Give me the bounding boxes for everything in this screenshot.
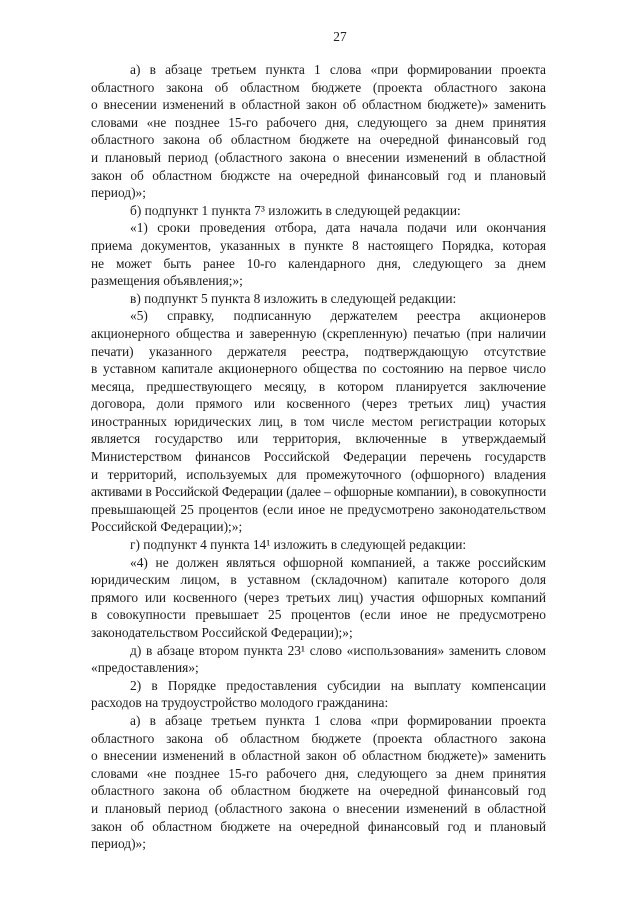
paragraph (91, 61, 546, 202)
text-line: словами «не позднее 15-го рабочего дня, следующего за днем принятия (91, 765, 546, 781)
text-line: «4) не должен являться офшорной компанией, а также российским (130, 554, 546, 570)
text-line: не может быть ранее 10-го календарного дня, следующего за днем (91, 255, 546, 271)
text-line: «предоставления»; (91, 660, 199, 676)
text-line: областного закона об областном бюджете на очередной финансовый год (91, 132, 546, 148)
text-line: превышающей 25 процентов (если иное не предусмотрено законодательством (91, 501, 546, 517)
text-line: период)»; (91, 185, 146, 201)
text-line: о внесении изменений в областной закон об областном бюджете)» заменить (91, 97, 546, 113)
text-line: иностранных юридических лиц, в том числе местом регистрации которых (91, 413, 546, 429)
text-line: о внесении изменений в областной закон об областном бюджете)» заменить (91, 748, 546, 764)
paragraph (91, 554, 546, 642)
text-line: является государство или территория, включенные в утверждаемый (91, 431, 546, 447)
text-line: словами «не позднее 15-го рабочего дня, следующего за днем принятия (91, 114, 546, 130)
text-line: областного закона об областном бюджете (проекта областного закона (91, 79, 546, 95)
text-line: прямого или косвенного (через третьих лиц) участия офшорных компаний (91, 589, 546, 605)
text-line: «5) справку, подписанную держателем реестра акционеров (130, 308, 546, 324)
text-line: Министерством финансов Российской Федерации перечень государств (91, 449, 546, 465)
text-line: юридическим лицом, в уставном (складочном) капитале которого доля (91, 572, 546, 588)
paragraph (91, 536, 546, 554)
text-line: г) подпункт 4 пункта 14¹ изложить в следующей редакции: (130, 537, 467, 553)
text-line: акционерного общества и заверенную (скрепленную) печатью (при наличии (91, 325, 546, 341)
text-line: «1) сроки проведения отбора, дата начала подачи или окончания (130, 220, 546, 236)
text-line: расходов на трудоустройство молодого гражданина: (91, 695, 389, 711)
text-line: и плановый период (областного закона о внесении изменений в областной (91, 800, 546, 816)
text-line: Российской Федерации);»; (91, 519, 243, 535)
text-line: законодательством Российской Федерации);»; (91, 625, 353, 640)
paragraph (91, 202, 546, 220)
text-line: и плановый период (областного закона о внесении изменений в областной (91, 149, 546, 165)
text-line: закон об областном бюджете на очередной финансовый год и плановый (91, 818, 546, 834)
text-line: договора, доли прямого или косвенного (через третьих лиц) участия (91, 396, 546, 412)
paragraph (91, 677, 546, 712)
paragraph (91, 712, 546, 853)
text-line: 2) в Порядке предоставления субсидии на выплату компенсации (130, 677, 546, 693)
page-number: 27 (333, 29, 347, 44)
text-line: период)»; (91, 836, 146, 852)
text-line: в) подпункт 5 пункта 8 изложить в следующей редакции: (130, 290, 457, 306)
text-line: д) в абзаце втором пункта 23¹ слово «использования» заменить словом (130, 642, 546, 658)
text-line: а) в абзаце третьем пункта 1 слова «при формировании проекта (130, 712, 546, 728)
text-line: в совокупности превышает 25 процентов (если иное не предусмотрено (91, 607, 546, 623)
text-line: б) подпункт 1 пункта 7³ изложить в следующей редакции: (130, 202, 461, 218)
paragraph (91, 307, 546, 536)
text-line: печати) указанного держателя реестра, подтверждающую отсутствие (91, 343, 546, 359)
text-line: размещения объявления;»; (91, 273, 243, 289)
text-line: областного закона об областном бюджете (проекта областного закона (91, 730, 546, 746)
paragraph (91, 219, 546, 289)
text-line: активами в Российской Федерации (далее – офшорные компании), в совокупности (91, 484, 546, 500)
text-line: приема документов, указанных в пункте 8 настоящего Порядка, которая (91, 237, 546, 253)
paragraph (91, 642, 546, 677)
text-line: и территорий, используемых для промежуточного (офшорного) владения (91, 466, 546, 482)
text-line: в уставном капитале акционерного общества по состоянию на первое число (91, 361, 546, 377)
text-line: месяца, предшествующего месяцу, в котором планируется заключение (91, 378, 546, 394)
text-line: а) в абзаце третьем пункта 1 слова «при формировании проекта (130, 62, 546, 77)
text-line: закон об областном бюджсте на очередной финансовый год и плановый (91, 167, 546, 183)
text-line: областного закона об областном бюджете на очередной финансовый год (91, 783, 546, 799)
paragraph (91, 290, 546, 308)
document-body (91, 61, 546, 853)
